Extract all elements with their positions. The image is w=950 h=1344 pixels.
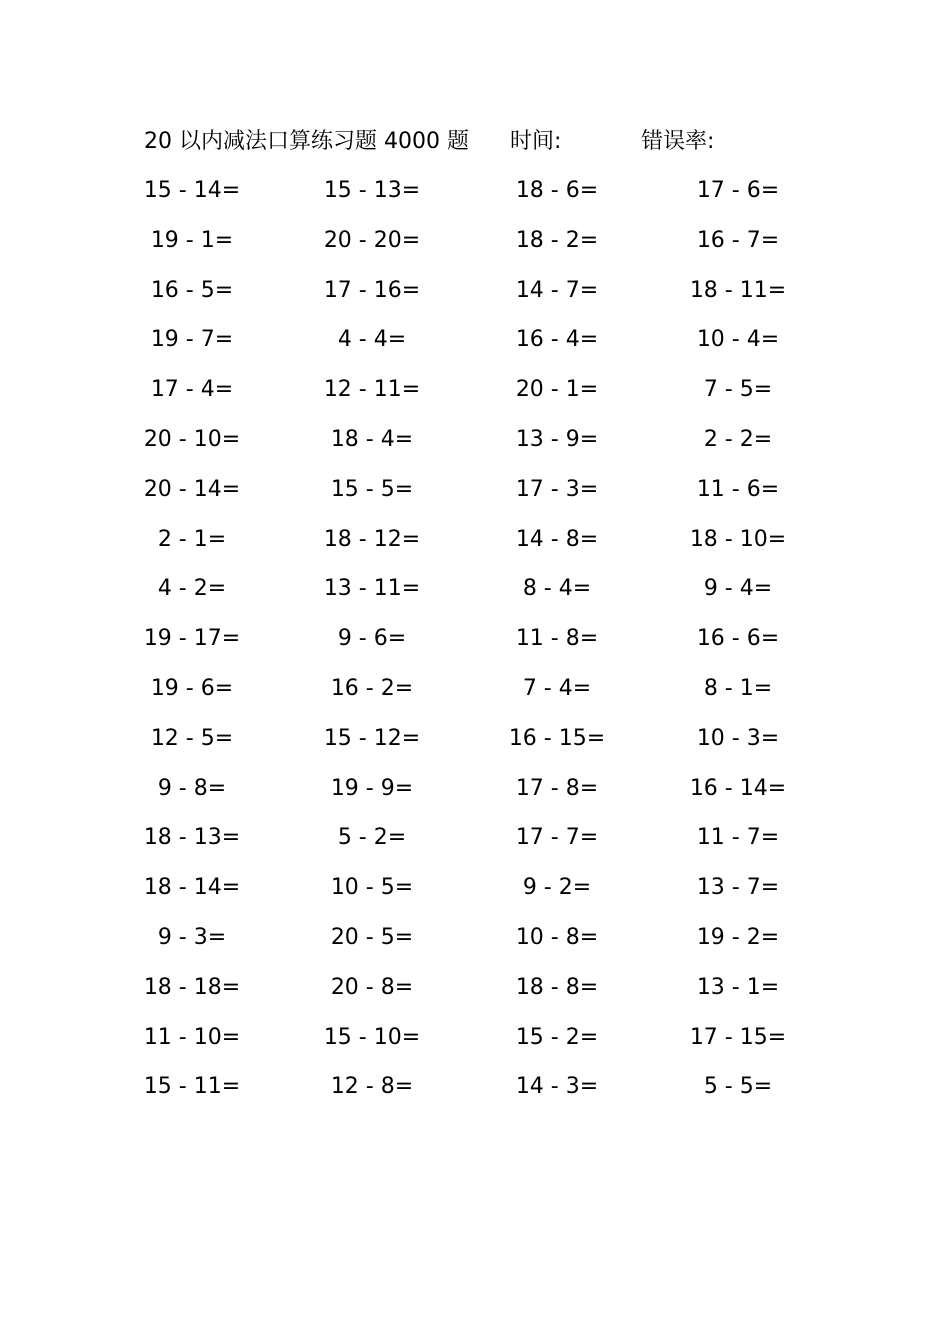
subtraction-problem: 20 - 10= bbox=[143, 426, 241, 452]
subtraction-problem: 18 - 10= bbox=[689, 526, 787, 552]
subtraction-problem: 16 - 7= bbox=[696, 227, 780, 253]
problem-row bbox=[0, 224, 950, 274]
subtraction-problem: 5 - 5= bbox=[703, 1074, 773, 1100]
subtraction-problem: 18 - 12= bbox=[323, 526, 421, 552]
subtraction-problem: 18 - 2= bbox=[515, 227, 599, 253]
subtraction-problem: 16 - 4= bbox=[515, 327, 599, 353]
problem-row bbox=[0, 622, 950, 672]
problem-row bbox=[0, 373, 950, 423]
subtraction-problem: 15 - 2= bbox=[515, 1024, 599, 1050]
subtraction-problem: 15 - 10= bbox=[323, 1024, 421, 1050]
subtraction-problem: 17 - 4= bbox=[150, 377, 234, 403]
subtraction-problem: 18 - 8= bbox=[515, 974, 599, 1000]
subtraction-problem: 13 - 9= bbox=[515, 426, 599, 452]
subtraction-problem: 9 - 6= bbox=[337, 626, 407, 652]
problem-row bbox=[0, 971, 950, 1021]
subtraction-problem: 17 - 7= bbox=[515, 825, 599, 851]
subtraction-problem: 11 - 10= bbox=[143, 1024, 241, 1050]
problem-row bbox=[0, 821, 950, 871]
subtraction-problem: 20 - 5= bbox=[330, 924, 414, 950]
subtraction-problem: 19 - 17= bbox=[143, 626, 241, 652]
subtraction-problem: 5 - 2= bbox=[337, 825, 407, 851]
problem-row bbox=[0, 572, 950, 622]
problem-row bbox=[0, 871, 950, 921]
subtraction-problem: 15 - 13= bbox=[323, 178, 421, 203]
subtraction-problem: 9 - 3= bbox=[157, 924, 227, 950]
subtraction-problem: 15 - 12= bbox=[323, 725, 421, 751]
subtraction-problem: 16 - 15= bbox=[508, 725, 606, 751]
subtraction-problem: 2 - 1= bbox=[157, 526, 227, 552]
subtraction-problem: 11 - 8= bbox=[515, 626, 599, 652]
subtraction-problem: 7 - 4= bbox=[522, 675, 592, 701]
subtraction-problem: 16 - 6= bbox=[696, 626, 780, 652]
subtraction-problem: 16 - 14= bbox=[689, 775, 787, 801]
subtraction-problem: 18 - 14= bbox=[143, 875, 241, 901]
subtraction-problem: 13 - 1= bbox=[696, 974, 780, 1000]
worksheet-title: 20 以内减法口算练习题 4000 题 bbox=[144, 129, 469, 154]
problem-row bbox=[0, 921, 950, 971]
time-label: 时间: bbox=[510, 129, 562, 154]
subtraction-problem: 18 - 13= bbox=[143, 825, 241, 851]
subtraction-problem: 8 - 4= bbox=[522, 576, 592, 602]
problem-row bbox=[0, 1021, 950, 1071]
subtraction-problem: 17 - 16= bbox=[323, 277, 421, 303]
subtraction-problem: 19 - 1= bbox=[150, 227, 234, 253]
subtraction-problem: 16 - 2= bbox=[330, 675, 414, 701]
subtraction-problem: 18 - 4= bbox=[330, 426, 414, 452]
problem-row bbox=[0, 1070, 950, 1120]
subtraction-problem: 17 - 15= bbox=[689, 1024, 787, 1050]
subtraction-problem: 18 - 11= bbox=[689, 277, 787, 303]
subtraction-problem: 15 - 5= bbox=[330, 476, 414, 502]
problem-row bbox=[0, 423, 950, 473]
subtraction-problem: 17 - 3= bbox=[515, 476, 599, 502]
subtraction-problem: 19 - 2= bbox=[696, 924, 780, 950]
problem-row bbox=[0, 274, 950, 324]
subtraction-problem: 14 - 8= bbox=[515, 526, 599, 552]
subtraction-problem: 14 - 7= bbox=[515, 277, 599, 303]
subtraction-problem: 2 - 2= bbox=[703, 426, 773, 452]
subtraction-problem: 12 - 8= bbox=[330, 1074, 414, 1100]
problem-row bbox=[0, 174, 950, 224]
subtraction-problem: 9 - 8= bbox=[157, 775, 227, 801]
problem-row bbox=[0, 722, 950, 772]
subtraction-problem: 7 - 5= bbox=[703, 377, 773, 403]
subtraction-problem: 18 - 18= bbox=[143, 974, 241, 1000]
subtraction-problem: 4 - 2= bbox=[157, 576, 227, 602]
subtraction-problem: 10 - 5= bbox=[330, 875, 414, 901]
worksheet-header bbox=[144, 124, 844, 160]
subtraction-problem: 10 - 4= bbox=[696, 327, 780, 353]
subtraction-problem: 20 - 14= bbox=[143, 476, 241, 502]
subtraction-problem: 19 - 6= bbox=[150, 675, 234, 701]
problem-row bbox=[0, 323, 950, 373]
subtraction-problem: 12 - 5= bbox=[150, 725, 234, 751]
subtraction-problem: 16 - 5= bbox=[150, 277, 234, 303]
subtraction-problem: 17 - 8= bbox=[515, 775, 599, 801]
subtraction-problem: 18 - 6= bbox=[515, 178, 599, 203]
subtraction-problem: 15 - 14= bbox=[143, 178, 241, 203]
problem-row bbox=[0, 772, 950, 822]
subtraction-problem: 17 - 6= bbox=[696, 178, 780, 203]
subtraction-problem: 10 - 3= bbox=[696, 725, 780, 751]
problem-row bbox=[0, 523, 950, 573]
subtraction-problem: 10 - 8= bbox=[515, 924, 599, 950]
problem-row bbox=[0, 672, 950, 722]
problem-grid bbox=[0, 174, 950, 1120]
subtraction-problem: 20 - 1= bbox=[515, 377, 599, 403]
subtraction-problem: 9 - 2= bbox=[522, 875, 592, 901]
subtraction-problem: 20 - 20= bbox=[323, 227, 421, 253]
subtraction-problem: 8 - 1= bbox=[703, 675, 773, 701]
subtraction-problem: 19 - 9= bbox=[330, 775, 414, 801]
subtraction-problem: 19 - 7= bbox=[150, 327, 234, 353]
subtraction-problem: 11 - 7= bbox=[696, 825, 780, 851]
subtraction-problem: 13 - 7= bbox=[696, 875, 780, 901]
problem-row bbox=[0, 473, 950, 523]
subtraction-problem: 9 - 4= bbox=[703, 576, 773, 602]
subtraction-problem: 4 - 4= bbox=[337, 327, 407, 353]
subtraction-problem: 13 - 11= bbox=[323, 576, 421, 602]
subtraction-problem: 14 - 3= bbox=[515, 1074, 599, 1100]
error-rate-label: 错误率: bbox=[641, 129, 715, 154]
subtraction-problem: 11 - 6= bbox=[696, 476, 780, 502]
subtraction-problem: 15 - 11= bbox=[143, 1074, 241, 1100]
subtraction-problem: 20 - 8= bbox=[330, 974, 414, 1000]
subtraction-problem: 12 - 11= bbox=[323, 377, 421, 403]
